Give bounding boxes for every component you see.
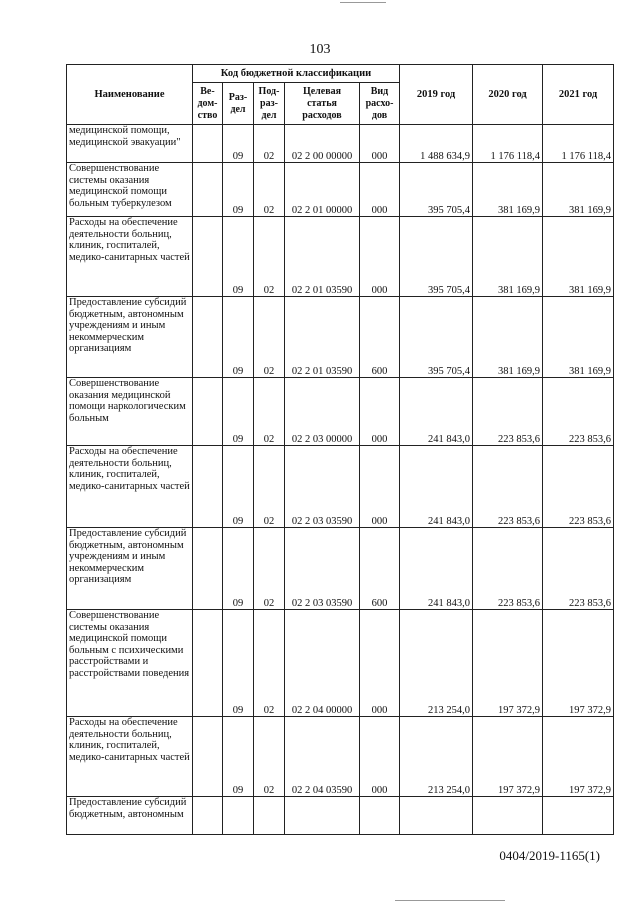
row-ved — [193, 446, 223, 528]
row-ved — [193, 125, 223, 163]
header-2021: 2021 год — [543, 65, 614, 125]
row-2020: 197 372,9 — [473, 610, 543, 717]
header-code-group: Код бюджетной классификации — [193, 65, 400, 83]
row-vid: 000 — [360, 163, 400, 217]
row-ved — [193, 163, 223, 217]
row-podrazdel: 02 — [254, 528, 285, 610]
row-vid: 000 — [360, 378, 400, 446]
row-2021: 223 853,6 — [543, 378, 614, 446]
header-2019: 2019 год — [400, 65, 473, 125]
page-number: 103 — [309, 42, 331, 57]
row-2019: 241 843,0 — [400, 528, 473, 610]
document-code: 0404/2019-1165(1) — [499, 848, 600, 863]
row-2019: 213 254,0 — [400, 610, 473, 717]
row-celevaya: 02 2 01 03590 — [285, 297, 360, 378]
row-celevaya: 02 2 04 00000 — [285, 610, 360, 717]
row-celevaya: 02 2 03 00000 — [285, 378, 360, 446]
table-row — [67, 297, 614, 378]
row-razdel: 09 — [223, 717, 254, 797]
row-2019: 241 843,0 — [400, 446, 473, 528]
row-2019: 395 705,4 — [400, 217, 473, 297]
row-name: Расходы на обеспечение деятельности больниц, клиник, госпиталей, медико-санитарных частей — [67, 446, 193, 528]
row-ved — [193, 378, 223, 446]
header-vedomstvo: Ве- дом- ство — [193, 83, 223, 125]
table-row — [67, 163, 614, 217]
row-2021: 381 169,9 — [543, 297, 614, 378]
row-2020: 197 372,9 — [473, 717, 543, 797]
row-razdel: 09 — [223, 378, 254, 446]
row-2020 — [473, 797, 543, 835]
row-razdel: 09 — [223, 446, 254, 528]
row-2020: 223 853,6 — [473, 378, 543, 446]
table-row — [67, 797, 614, 835]
row-name: Совершенствование системы оказания медицинской помощи больным туберкулезом — [67, 163, 193, 217]
row-name: Расходы на обеспечение деятельности больниц, клиник, госпиталей, медико-санитарных частей — [67, 717, 193, 797]
row-name: Совершенствование оказания медицинской помощи наркологическим больным — [67, 378, 193, 446]
row-2021: 381 169,9 — [543, 217, 614, 297]
row-celevaya: 02 2 00 00000 — [285, 125, 360, 163]
row-name: Предоставление субсидий бюджетным, автономным учреждениям и иным некоммерческим организациям — [67, 297, 193, 378]
row-2020: 223 853,6 — [473, 446, 543, 528]
row-razdel: 09 — [223, 125, 254, 163]
row-vid: 000 — [360, 717, 400, 797]
row-2021: 223 853,6 — [543, 446, 614, 528]
row-razdel: 09 — [223, 297, 254, 378]
row-vid: 000 — [360, 446, 400, 528]
row-podrazdel: 02 — [254, 297, 285, 378]
row-celevaya: 02 2 04 03590 — [285, 717, 360, 797]
header-2020: 2020 год — [473, 65, 543, 125]
row-podrazdel: 02 — [254, 717, 285, 797]
row-2021: 197 372,9 — [543, 610, 614, 717]
row-2021: 197 372,9 — [543, 717, 614, 797]
table-header — [67, 65, 614, 125]
row-podrazdel: 02 — [254, 125, 285, 163]
row-2019: 395 705,4 — [400, 297, 473, 378]
row-ved — [193, 610, 223, 717]
row-2019: 395 705,4 — [400, 163, 473, 217]
row-name: Расходы на обеспечение деятельности больниц, клиник, госпиталей, медико-санитарных частей — [67, 217, 193, 297]
row-2020: 1 176 118,4 — [473, 125, 543, 163]
row-2020: 223 853,6 — [473, 528, 543, 610]
row-razdel — [223, 797, 254, 835]
row-2019: 1 488 634,9 — [400, 125, 473, 163]
scan-artifact-top — [340, 2, 386, 3]
table-row — [67, 217, 614, 297]
row-podrazdel: 02 — [254, 446, 285, 528]
row-celevaya: 02 2 03 03590 — [285, 446, 360, 528]
row-ved — [193, 528, 223, 610]
table-row — [67, 446, 614, 528]
row-2019: 241 843,0 — [400, 378, 473, 446]
row-ved — [193, 297, 223, 378]
row-2020: 381 169,9 — [473, 163, 543, 217]
row-2020: 381 169,9 — [473, 217, 543, 297]
row-2021: 1 176 118,4 — [543, 125, 614, 163]
row-ved — [193, 717, 223, 797]
row-podrazdel: 02 — [254, 610, 285, 717]
table-row — [67, 717, 614, 797]
header-podrazdel: Под- раз- дел — [254, 83, 285, 125]
row-2021 — [543, 797, 614, 835]
row-2021: 223 853,6 — [543, 528, 614, 610]
row-razdel: 09 — [223, 610, 254, 717]
budget-table — [66, 64, 614, 835]
row-podrazdel — [254, 797, 285, 835]
row-2019 — [400, 797, 473, 835]
row-name: Предоставление субсидий бюджетным, автономным — [67, 797, 193, 835]
table-row — [67, 610, 614, 717]
row-celevaya: 02 2 01 00000 — [285, 163, 360, 217]
header-celevaya: Целевая статья расходов — [285, 83, 360, 125]
row-vid: 000 — [360, 217, 400, 297]
table-body — [67, 125, 614, 835]
header-vid: Вид расхо- дов — [360, 83, 400, 125]
row-podrazdel: 02 — [254, 217, 285, 297]
header-name: Наименование — [67, 65, 193, 125]
table-row — [67, 125, 614, 163]
row-vid — [360, 797, 400, 835]
scan-artifact-bottom — [395, 900, 505, 901]
table-row — [67, 378, 614, 446]
row-name: Совершенствование системы оказания медицинской помощи больным с психическими расстройствами и расстройствами поведения — [67, 610, 193, 717]
table-row — [67, 528, 614, 610]
row-razdel: 09 — [223, 217, 254, 297]
row-ved — [193, 797, 223, 835]
row-2020: 381 169,9 — [473, 297, 543, 378]
row-2019: 213 254,0 — [400, 717, 473, 797]
row-ved — [193, 217, 223, 297]
row-celevaya: 02 2 03 03590 — [285, 528, 360, 610]
row-podrazdel: 02 — [254, 163, 285, 217]
row-razdel: 09 — [223, 163, 254, 217]
row-vid: 600 — [360, 297, 400, 378]
row-vid: 600 — [360, 528, 400, 610]
row-podrazdel: 02 — [254, 378, 285, 446]
row-vid: 000 — [360, 610, 400, 717]
row-celevaya — [285, 797, 360, 835]
row-2021: 381 169,9 — [543, 163, 614, 217]
row-vid: 000 — [360, 125, 400, 163]
row-name: медицинской помощи, медицинской эвакуации" — [67, 125, 193, 163]
row-name: Предоставление субсидий бюджетным, автономным учреждениям и иным некоммерческим организациям — [67, 528, 193, 610]
row-razdel: 09 — [223, 528, 254, 610]
row-celevaya: 02 2 01 03590 — [285, 217, 360, 297]
header-razdel: Раз- дел — [223, 83, 254, 125]
